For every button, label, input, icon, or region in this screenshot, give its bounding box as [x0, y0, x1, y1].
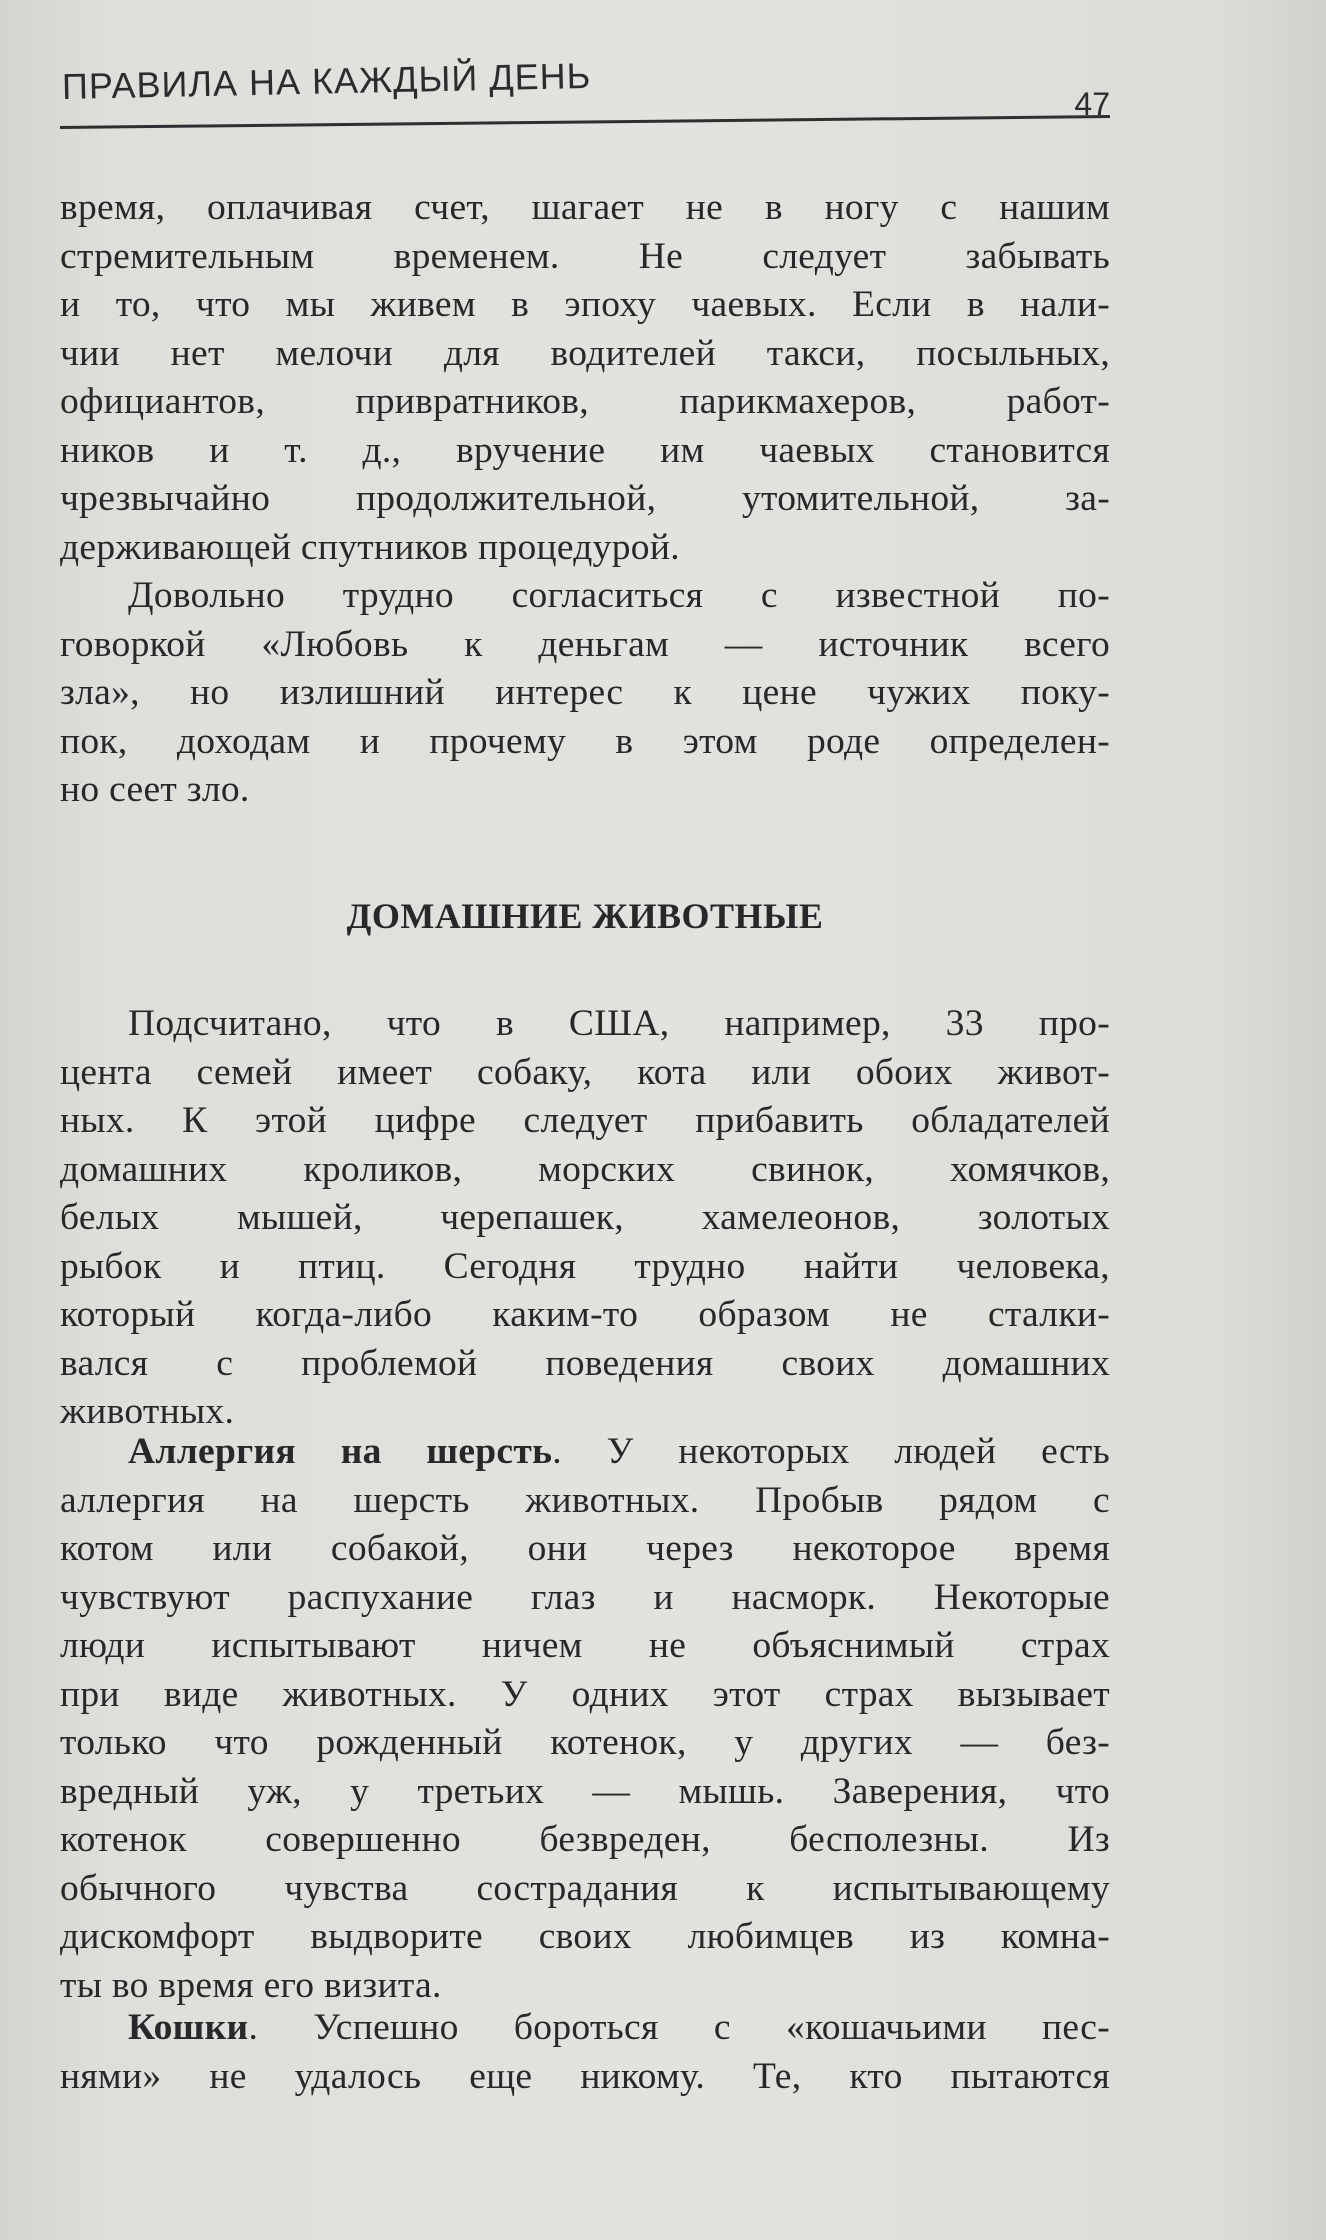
text-line: чии нет мелочи для водителей такси, посыльных, [60, 332, 1110, 374]
text-line: но сеет зло. [60, 769, 250, 810]
text-line: нями» не удалось еще никому. Те, кто пытаются [60, 2055, 1110, 2097]
text-line: вался с проблемой поведения своих домашних [60, 1342, 1110, 1384]
text-line: цента семей имеет собаку, кота или обоих живот- [60, 1051, 1110, 1093]
text-line: люди испытывают ничем не объяснимый страх [60, 1625, 1110, 1666]
page-number: 47 [1074, 86, 1110, 122]
paragraph-continuation [60, 184, 1110, 572]
text-line: обычного чувства сострадания к испытывающему [60, 1867, 1110, 1909]
text-line: и то, что мы живем в эпоху чаевых. Если в нали- [60, 284, 1110, 325]
text-line: официантов, привратников, парикмахеров, работ- [60, 381, 1110, 422]
text-line: чувствуют распухание глаз и насморк. Некоторые [60, 1576, 1110, 1618]
text-run: . Успешно бороться с «кошачьими пес- [248, 2007, 1110, 2048]
text-line: держивающей спутников процедурой. [60, 526, 680, 568]
run-in-heading: Аллергия на шерсть [128, 1431, 553, 1472]
text-line: ты во время его визита. [60, 1964, 442, 2006]
text-line: дискомфорт выдворите своих любимцев из комна- [60, 1916, 1110, 1957]
text-line [60, 1428, 1110, 1477]
paragraph-cats [60, 2004, 1110, 2101]
text-line: домашних кроликов, морских свинок, хомячков, [60, 1148, 1110, 1190]
text-line: котом или собакой, они через некоторое время [60, 1528, 1110, 1569]
paragraph-allergy [60, 1428, 1110, 2010]
header-rule [60, 115, 1110, 129]
text-line [60, 2004, 1110, 2053]
text-line: вредный уж, у третьих — мышь. Заверения, что [60, 1770, 1110, 1812]
text-line: при виде животных. У одних этот страх вызывает [60, 1673, 1110, 1715]
running-head: ПРАВИЛА НА КАЖДЫЙ ДЕНЬ [61, 54, 592, 107]
paragraph-money [60, 572, 1110, 815]
text-line: ников и т. д., вручение им чаевых становится [60, 429, 1110, 471]
text-line: Довольно трудно согласиться с известной по- [128, 575, 1110, 616]
text-line: аллергия на шерсть животных. Пробыв рядом с [60, 1479, 1110, 1521]
text-line: зла», но излишний интерес к цене чужих поку- [60, 672, 1110, 713]
text-line: ных. К этой цифре следует прибавить обладателей [60, 1100, 1110, 1141]
text-line: животных. [60, 1391, 235, 1432]
paragraph-pets-statistics [60, 1000, 1110, 1437]
text-line: говоркой «Любовь к деньгам — источник всего [60, 623, 1110, 665]
text-line: рыбок и птиц. Сегодня трудно найти человека, [60, 1245, 1110, 1287]
text-line: время, оплачивая счет, шагает не в ногу с нашим [60, 187, 1110, 228]
text-line: только что рожденный котенок, у других — без- [60, 1722, 1110, 1763]
text-line: Подсчитано, что в США, например, 33 про- [128, 1003, 1110, 1044]
section-heading: ДОМАШНИЕ ЖИВОТНЫЕ [346, 896, 824, 936]
text-line: котенок совершенно безвреден, бесполезны. Из [60, 1819, 1110, 1860]
text-run: . У некоторых людей есть [552, 1431, 1110, 1472]
run-in-heading: Кошки [128, 2007, 249, 2048]
text-line: чрезвычайно продолжительной, утомительной, за- [60, 478, 1110, 519]
text-line: который когда-либо каким-то образом не сталки- [60, 1294, 1110, 1335]
text-line: стремительным временем. Не следует забывать [60, 235, 1110, 277]
text-line: пок, доходам и прочему в этом роде определен- [60, 720, 1110, 762]
text-line: белых мышей, черепашек, хамелеонов, золотых [60, 1197, 1110, 1238]
page-header [60, 56, 1110, 146]
